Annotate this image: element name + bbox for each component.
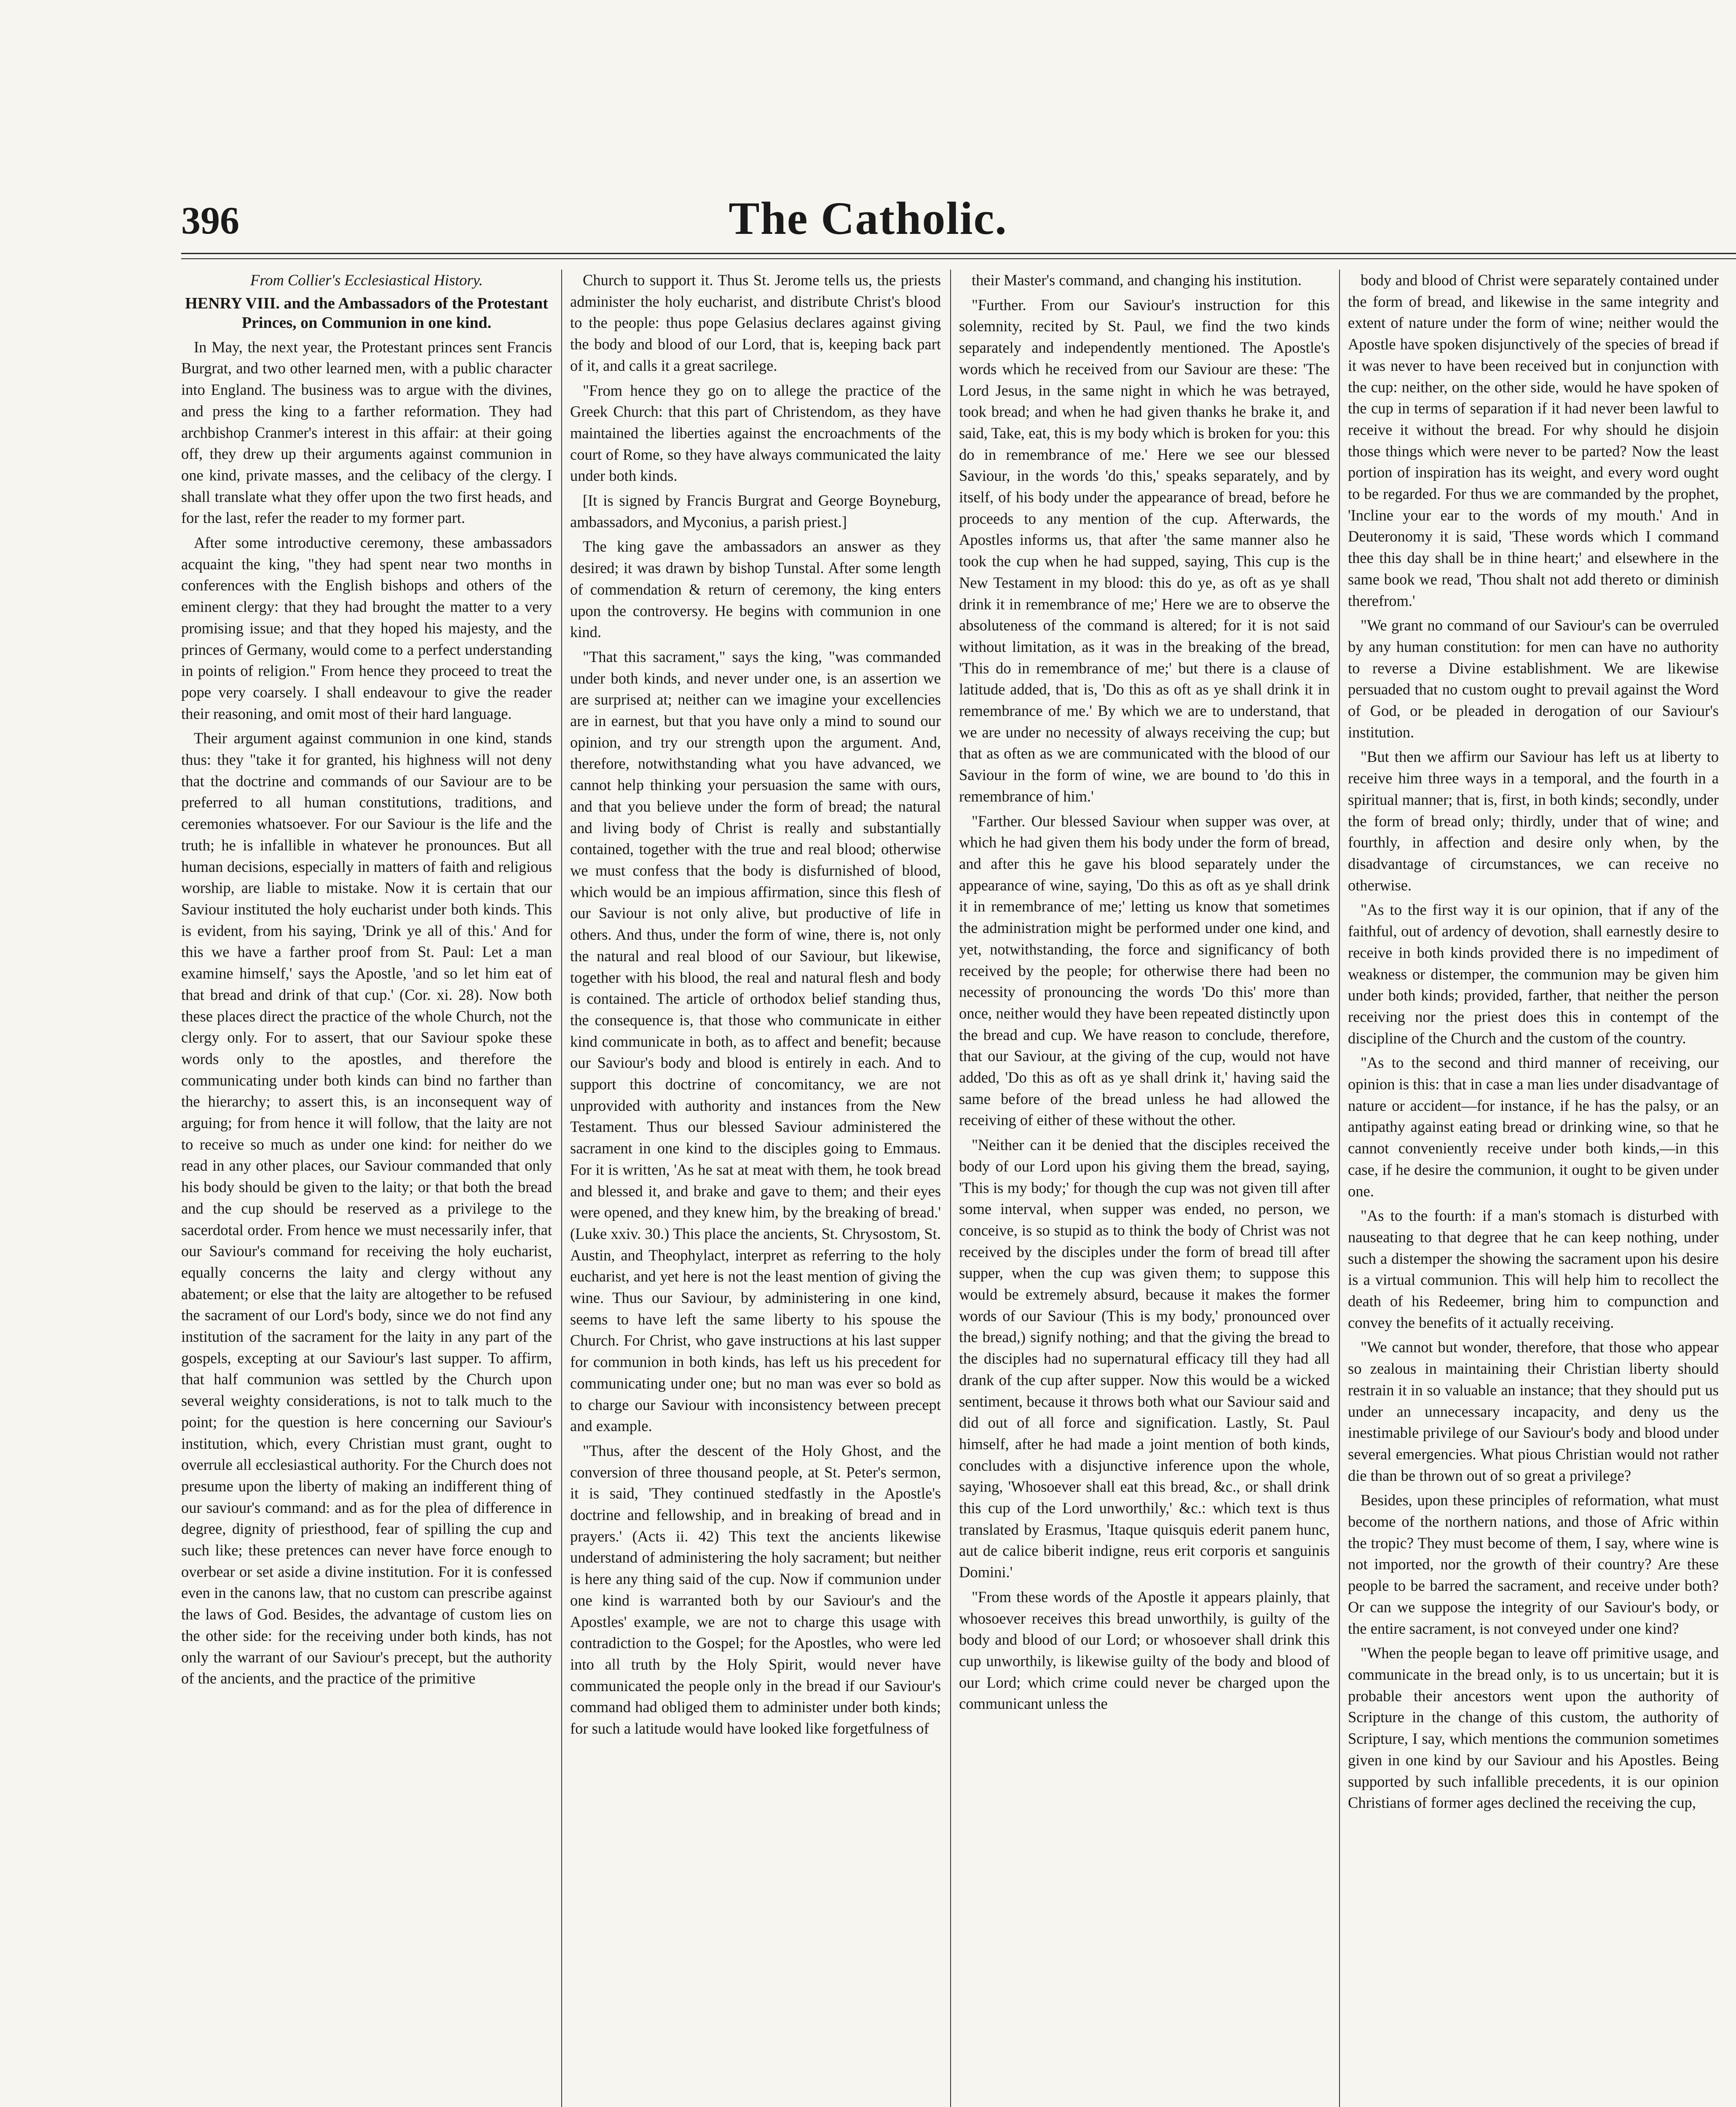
paragraph: "As to the second and third manner of receiving, our opinion is this: that in case a man lies under disadvantage of nature or accident—for instance, if he has the palsy, or an antipathy against eating bread or drinking wine, so that he cannot conveniently receive under both kinds,—in this case, if he desire the communion, it ought to be given under one. [1348, 1054, 1719, 1200]
paragraph: In May, the next year, the Protestant princes sent Francis Burgrat, and two other learned men, with a public character into England. The business was to argue with the divines, and press the king to a farther reformation. They had archbishop Cranmer's interest in this affair: at their going off, they drew up their arguments against communion in one kind, private masses, and the celibacy of the clergy. I shall translate what they offer upon the two first heads, and for the last, refer the reader to my former part. [181, 338, 552, 527]
column-1 [181, 270, 552, 2107]
column-2 [570, 270, 941, 2107]
masthead-title: The Catholic. [729, 193, 1007, 244]
article-source: From Collier's Ecclesiastical History. [250, 271, 483, 289]
header-rule [181, 253, 1736, 259]
paragraph: "From these words of the Apostle it appears plainly, that whosoever receives this bread unworthily, is guilty of the body and blood of our Lord; or whosoever shall drink this cup unworthily, is likewise guilty of the body and blood of our Lord; which crime could never be charged upon the communicant unless the [959, 1588, 1330, 1713]
paragraph: "Neither can it be denied that the disciples received the body of our Lord upon his giving them the bread, saying, 'This is my body;' for though the cup was not given till after some interval, when supper was ended, no person, we conceive, is so stupid as to think the body of Christ was not received by the disciples under the form of bread till after supper, when the cup was given them; to suppose this would be extremely absurd, because it makes the former words of our Saviour (This is my body,' pronounced over the bread,) signify nothing; and that the giving the bread to the disciples had no supernatural efficacy till they had all drank of the cup after supper. Now this would be a wicked sentiment, because it throws both what our Saviour said and did out of all force and signification. Lastly, St. Paul himself, after he had made a joint mention of both kinds, concludes with a disjunctive inference upon the whole, saying, 'Whosoever shall eat this bread, &c., or shall drink this cup of the Lord unworthily,' &c.: which text is thus translated by Erasmus, 'Itaque quisquis ederit panem hunc, aut de calice biberit indigne, reus erit corporis et sanguinis Domini.' [959, 1136, 1330, 1581]
paragraph: "That this sacrament," says the king, "was commanded under both kinds, and never under one, is an assertion we are surprised at; neither can we imagine your excellencies are in earnest, but that you have only a mind to sound our opinion, and try our strength upon the argument. And, therefore, notwithstanding what you have advanced, we cannot help thinking your persuasion the same with ours, and that you believe under the form of bread; the natural and living body of Christ is really and substantially contained, together with the true and real blood; otherwise we must confess that the body is disfurnished of blood, which would be an impious affirmation, since this flesh of our Saviour is not only alive, but productive of life in others. And thus, under the form of wine, there is, not only the natural and real blood of our Saviour, but likewise, together with his blood, the real and natural flesh and body is contained. The article of orthodox belief standing thus, the consequence is, that those who communicate in either kind communicate in both, as to affect and benefit; because our Saviour's body and blood is entirely in each. And to support this doctrine of concomitancy, we are not unprovided with authority and instances from the New Testament. Thus our blessed Saviour administered the sacrament in one kind to the disciples going to Emmaus. For it is written, 'As he sat at meat with them, he took bread and blessed it, and brake and gave to them; and their eyes were opened, and they knew him, by the breaking of bread.' (Luke xxiv. 30.) This place the ancients, St. Chrysostom, St. Austin, and Theophylact, interpret as referring to the holy eucharist, and yet here is not the least mention of giving the wine. Thus our Saviour, by administering in one kind, seems to have left the same liberty to his spouse the Church. For Christ, who gave instructions at his last supper for communion in both kinds, has left us his precedent for communicating under one; but no man was ever so bold as to charge our Saviour with inconsistency between precept and example. [570, 648, 941, 1435]
column-4 [1348, 270, 1719, 2107]
paragraph: "As to the first way it is our opinion, that if any of the faithful, out of ardency of devotion, shall earnestly desire to receive in both kinds provided there is no impediment of weakness or distemper, the communion may be given him under both kinds; provided, farther, that neither the person receiving nor the priest does this in contempt of the discipline of the Church and the custom of the country. [1348, 901, 1719, 1047]
paragraph: Church to support it. Thus St. Jerome tells us, the priests administer the holy eucharist, and distribute Christ's blood to the people: thus pope Gelasius declares against giving the body and blood of our Lord, that is, keeping back part of it, and calls it a great sacrilege. [570, 271, 941, 374]
paragraph: "Further. From our Saviour's instruction for this solemnity, recited by St. Paul, we find the two kinds separately and independently mentioned. The Apostle's words which he received from our Saviour are these: 'The Lord Jesus, in the same night in which he was betrayed, took bread; and when he had given thanks he brake it, and said, Take, eat, this is my body which is broken for you: this do in remembrance of me.' Here we see our blessed Saviour, in the words 'do this,' speaks separately, and by itself, of his body under the appearance of bread, before he proceeds to any mention of the cup. Afterwards, the Apostles informs us, that after 'the same manner also he took the cup when he had supped, saying, This cup is the New Testament in my blood: this do ye, as oft as ye shall drink it in remembrance of me;' Here we are to observe the absoluteness of the command is altered; for it is not said without limitation, as it was in the breaking of the bread, 'This do in remembrance of me;' but there is a clause of latitude added, that is, 'Do this as oft as ye shall drink it in remembrance of me.' By which we are to understand, that we are under no necessity of always receiving the cup; but that as often as we are communicated with the blood of our Saviour in the form of wine, we are bound to 'do this in remembrance of him.' [959, 296, 1330, 805]
paragraph: their Master's command, and changing his institution. [972, 271, 1302, 289]
paragraph: "Thus, after the descent of the Holy Ghost, and the conversion of three thousand people, at St. Peter's sermon, it is said, 'They continued stedfastly in the Apostle's doctrine and fellowship, and in breaking of bread and in prayers.' (Acts ii. 42) This text the ancients likewise understand of administering the holy sacrament; but neither is here any thing said of the cup. Now if communion under one kind is warranted both by our Saviour's and the Apostles' example, we are not to charge this usage with contradiction to the Gospel; for the Apostles, who were led into all truth by the Holy Spirit, would never have communicated the people only in the bread if our Saviour's command had obliged them to administer under both kinds; for such a latitude would have looked like forgetfulness of [570, 1442, 941, 1737]
paragraph: [It is signed by Francis Burgrat and George Boyneburg, ambassadors, and Myconius, a parish priest.] [570, 492, 941, 531]
article-headline: HENRY VIII. and the Ambassadors of the Protestant Princes, on Communion in one kind. [185, 294, 548, 332]
article-columns [181, 270, 1719, 2107]
paragraph: "As to the fourth: if a man's stomach is disturbed with nauseating to that degree that he can keep nothing, under such a distemper the showing the sacrament upon his desire is a virtual communion. This will help him to recollect the death of his Redeemer, bring him to compunction and convey the benefits of it actually receiving. [1348, 1207, 1719, 1331]
paragraph: After some introductive ceremony, these ambassadors acquaint the king, "they had spent near two months in conferences with the English bishops and others of the eminent clergy: that they had brought the matter to a very promising issue; and that they hoped his majesty, and the princes of Germany, would come to a perfect understanding in points of religion." From hence they proceed to treat the pope very coarsely. I shall endeavour to give the reader their reasoning, and omit most of their hard language. [181, 534, 552, 722]
paragraph: Their argument against communion in one kind, stands thus: they "take it for granted, his highness will not deny that the doctrine and commands of our Saviour are to be preferred to all human constitutions, traditions, and ceremonies whatsoever. For our Saviour is the life and the truth; he is infallible in whatever he pronounces. But all human decisions, especially in matters of faith and religious worship, are liable to mistake. Now it is certain that our Saviour instituted the holy eucharist under both kinds. This is evident, from his saying, 'Drink ye all of this.' And for this we have a farther proof from St. Paul: Let a man examine himself,' says the Apostle, 'and so let him eat of that bread and drink of that cup.' (Cor. xi. 28). Now both these places direct the practice of the whole Church, not the clergy only. For to assert, that our Saviour spoke these words only to the apostles, and therefore the communicating under both kinds can bind no farther than the hierarchy; to assert this, is an inconsequent way of arguing; for from hence it will follow, that the laity are not to receive so much as under one kind: for neither do we read in any other places, our Saviour commanded that only his body should be given to the laity; or that both the bread and the cup should be reserved as a privilege to the sacerdotal order. From hence we must necessarily infer, that our Saviour's command for receiving the holy eucharist, equally concerns the laity and clergy without any abatement; or else that the laity are altogether to be refused the sacrament of our Lord's body, since we do not find any institution of the sacrament for the laity in any part of the gospels, excepting at our Saviour's last supper. To affirm, that half communion was settled by the Church upon several weighty considerations, is not to talk much to the point; for the question is here concerning our Saviour's institution, which, every Christian must grant, ought to overrule all ecclesiastical authority. For the Church does not presume upon the liberty of making an indifferent thing of our saviour's command: and as for the plea of difference in degree, dignity of priesthood, fear of spilling the cup and such like; these pretences can never have force enough to overbear or set aside a divine institution. For it is confessed even in the canons law, that no custom can prescribe against the laws of God. Besides, the advantage of custom lies on the other side: for the receiving under both kinds, has not only the warrant of our Saviour's precept, but the authority of the ancients, and the practice of the primitive [181, 729, 552, 1687]
paragraph: "When the people began to leave off primitive usage, and communicate in the bread only, is to us uncertain; but it is probable their ancestors went upon the authority of Scripture in the change of this custom, the authority of Scripture, I say, which mentions the communion sometimes given in one kind by our Saviour and his Apostles. Being supported by such infallible precedents, it is our opinion Christians of former ages declined the receiving the cup, [1348, 1644, 1719, 1812]
paragraph: body and blood of Christ were separately contained under the form of bread, and likewise in the same integrity and extent of nature under the form of wine; neither would the Apostle have spoken disjunctively of the species of bread if it was never to have been received but in conjunction with the cup: neither, on the other side, would he have spoken of the cup in terms of separation if it had never been lawful to receive it without the bread. For why should he disjoin those things which were never to be parted? Now the least portion of inspiration has its weight, and every word ought to be regarded. For thus we are commanded by the prophet, 'Incline your ear to the words of my mouth.' And in Deuteronomy it is said, 'These words which I command thee this day shall be in thine heart;' and elsewhere in the same book we read, 'Thou shalt not add thereto or diminish therefrom.' [1348, 271, 1719, 609]
paragraph: Besides, upon these principles of reformation, what must become of the northern nations, and those of Afric within the tropic? They must become of them, I say, where wine is not imported, nor the growth of their country? Are these people to be barred the sacrament, and receive under both? Or can we suppose the integrity of our Saviour's body, or the entire sacrament, is not conveyed under one kind? [1348, 1491, 1719, 1637]
paragraph: "Farther. Our blessed Saviour when supper was over, at which he had given them his body under the form of bread, and after this he gave his blood separately under the appearance of wine, saying, 'Do this as oft as ye shall drink it in remembrance of me;' letting us know that sometimes the administration might be performed under one kind, and yet, notwithstanding, the force and significancy of both received by the people; for otherwise there had been no necessity of pronouncing the words 'Do this' more than once, neither would they have been repeated distinctly upon the bread and cup. We have reason to conclude, therefore, that our Saviour, at the giving of the cup, would not have added, 'Do this as oft as ye shall drink it,' having said the same before of the bread unless he had allowed the receiving of either of these without the other. [959, 812, 1330, 1129]
column-3 [959, 270, 1330, 2107]
paragraph: "We grant no command of our Saviour's can be overruled by any human constitution: for men can have no authority to reverse a Divine establishment. We are likewise persuaded that no custom ought to prevail against the Word of God, or be pleaded in derogation of our Saviour's institution. [1348, 617, 1719, 741]
page-number: 396 [181, 199, 239, 242]
paragraph: "From hence they go on to allege the practice of the Greek Church: that this part of Christendom, as they have maintained the liberties against the encroachments of the court of Rome, so they have always communicated the laity under both kinds. [570, 381, 941, 485]
paragraph: The king gave the ambassadors an answer as they desired; it was drawn by bishop Tunstal. After some length of commendation & return of ceremony, the king enters upon the controversy. He begins with communion in one kind. [570, 538, 941, 641]
paragraph: "But then we affirm our Saviour has left us at liberty to receive him three ways in a temporal, and the fourth in a spiritual manner; that is, first, in both kinds; secondly, under the form of bread only; thirdly, under that of wine; and fourthly, in affection and desire only when, by the disadvantage of circumstances, we can receive no otherwise. [1348, 748, 1719, 894]
paragraph: "We cannot but wonder, therefore, that those who appear so zealous in maintaining their Christian liberty should restrain it in so valuable an instance; that they should put us under an unnecessary incapacity, and deny us the inestimable privilege of our Saviour's body and blood under several emergencies. What pious Christian would not rather die than be thrown out of so great a privilege? [1348, 1338, 1719, 1484]
